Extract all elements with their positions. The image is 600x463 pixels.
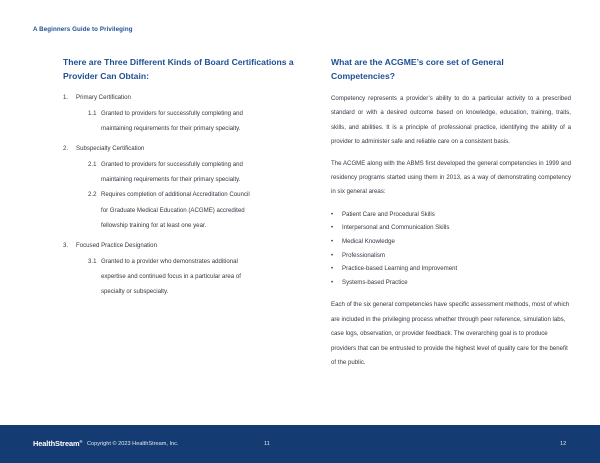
bullet-text: Systems-based Practice: [342, 278, 408, 286]
sub-item-line: maintaining requirements for their primary specialty.: [101, 176, 241, 184]
right-column: [331, 55, 571, 377]
sub-item-number: 1.1: [88, 109, 97, 117]
list-item: [331, 262, 571, 276]
bullet-icon: •: [331, 278, 334, 286]
sub-item-line: Granted to a provider who demonstrates additional: [101, 257, 238, 265]
paragraph-competency: Competency represents a provider’s ability to do a particular activity to a prescribed standard or with a desired outcome based on knowledge, education, training, traits, skills, and abilities. It is a principle of professional practice, identifying the ability of a provider to administer safe and reliable care on a consistent basis.: [331, 95, 571, 146]
bullet-text: Interpersonal and Communication Skills: [342, 224, 450, 232]
item-number: 3.: [63, 242, 69, 250]
page-number-right: 12: [560, 441, 567, 447]
paragraph-history: The ACGME along with the ABMS first developed the general competencies in 1999 and residency programs started using them in 2013, as a way of demonstrating competency in six general areas:: [331, 159, 571, 196]
logo-text: HealthStream: [33, 439, 80, 448]
sub-item-cont: [88, 269, 295, 284]
competency-list: [331, 208, 571, 290]
bullet-icon: •: [331, 238, 334, 246]
sub-item-cont: [88, 172, 295, 187]
bullet-text: Patient Care and Procedural Skills: [342, 210, 435, 218]
left-column: [63, 55, 295, 307]
sub-item: [88, 254, 295, 269]
list-item: [331, 249, 571, 263]
list-item: [63, 143, 295, 233]
registered-mark: ®: [79, 439, 83, 444]
bullet-icon: •: [331, 265, 334, 273]
right-heading: [331, 55, 571, 83]
sub-item-line: specialty or subspecialty.: [101, 288, 169, 296]
sub-item-cont: [88, 284, 295, 299]
sub-item-cont: [88, 121, 295, 136]
bullet-icon: •: [331, 224, 334, 232]
left-heading: There are Three Different Kinds of Board Certifications a Provider Can Obtain:: [63, 57, 294, 81]
sub-item-line: Granted to providers for successfully completing and: [101, 160, 243, 168]
running-title: A Beginners Guide to Privileging: [33, 26, 133, 33]
sub-item: [88, 187, 295, 202]
healthstream-logo: [33, 439, 82, 448]
bullet-text: Practice-based Learning and Improvement: [342, 265, 458, 273]
heading-line: Competencies?: [331, 71, 395, 81]
sub-item-number: 2.2: [88, 191, 97, 199]
item-label: Primary Certification: [76, 94, 131, 101]
heading-line: What are the ACGME’s core set of General: [331, 57, 504, 67]
sub-item-line: for Graduate Medical Education (ACGME) accredited: [101, 206, 245, 214]
item-number: 1.: [63, 94, 69, 101]
sub-item: [88, 157, 295, 172]
page-number-left: 11: [264, 441, 270, 447]
list-item: [331, 276, 571, 290]
list-item: [331, 221, 571, 235]
bullet-icon: •: [331, 210, 334, 218]
copyright: Copyright © 2023 HealthStream, Inc.: [87, 441, 179, 447]
item-number: 2.: [63, 145, 69, 153]
sub-item: [88, 106, 295, 121]
list-item: [331, 208, 571, 222]
sub-item-line: fellowship training for at least one year.: [101, 221, 207, 229]
list-item: [331, 235, 571, 249]
sub-item-line: Granted to providers for successfully completing and: [101, 109, 243, 117]
list-item: [63, 92, 295, 136]
paragraph-assessment: Each of the six general competencies have specific assessment methods, most of which are included in the privileging process whether through peer reference, simulation labs, case logs, observation, or provider feedback. The overarching goal is to produce providers that can be entrusted to provide the highest level of quality care for the benefit of the public.: [331, 301, 570, 367]
bullet-text: Professionalism: [342, 251, 386, 259]
sub-item-line: Requires completion of additional Accreditation Council: [101, 191, 250, 199]
bullet-icon: •: [331, 251, 334, 259]
sub-item-cont: [88, 218, 295, 233]
footer-bar: [0, 425, 600, 463]
item-label: Focused Practice Designation: [76, 242, 157, 250]
sub-item-line: expertise and continued focus in a particular area of: [101, 273, 241, 281]
item-label: Subspecialty Certification: [76, 145, 145, 153]
sub-item-line: maintaining requirements for their primary specialty.: [101, 124, 241, 132]
sub-item-number: 3.1: [88, 257, 97, 265]
sub-item-cont: [88, 203, 295, 218]
bullet-text: Medical Knowledge: [342, 238, 395, 246]
sub-item-number: 2.1: [88, 160, 97, 168]
list-item: [63, 240, 295, 299]
